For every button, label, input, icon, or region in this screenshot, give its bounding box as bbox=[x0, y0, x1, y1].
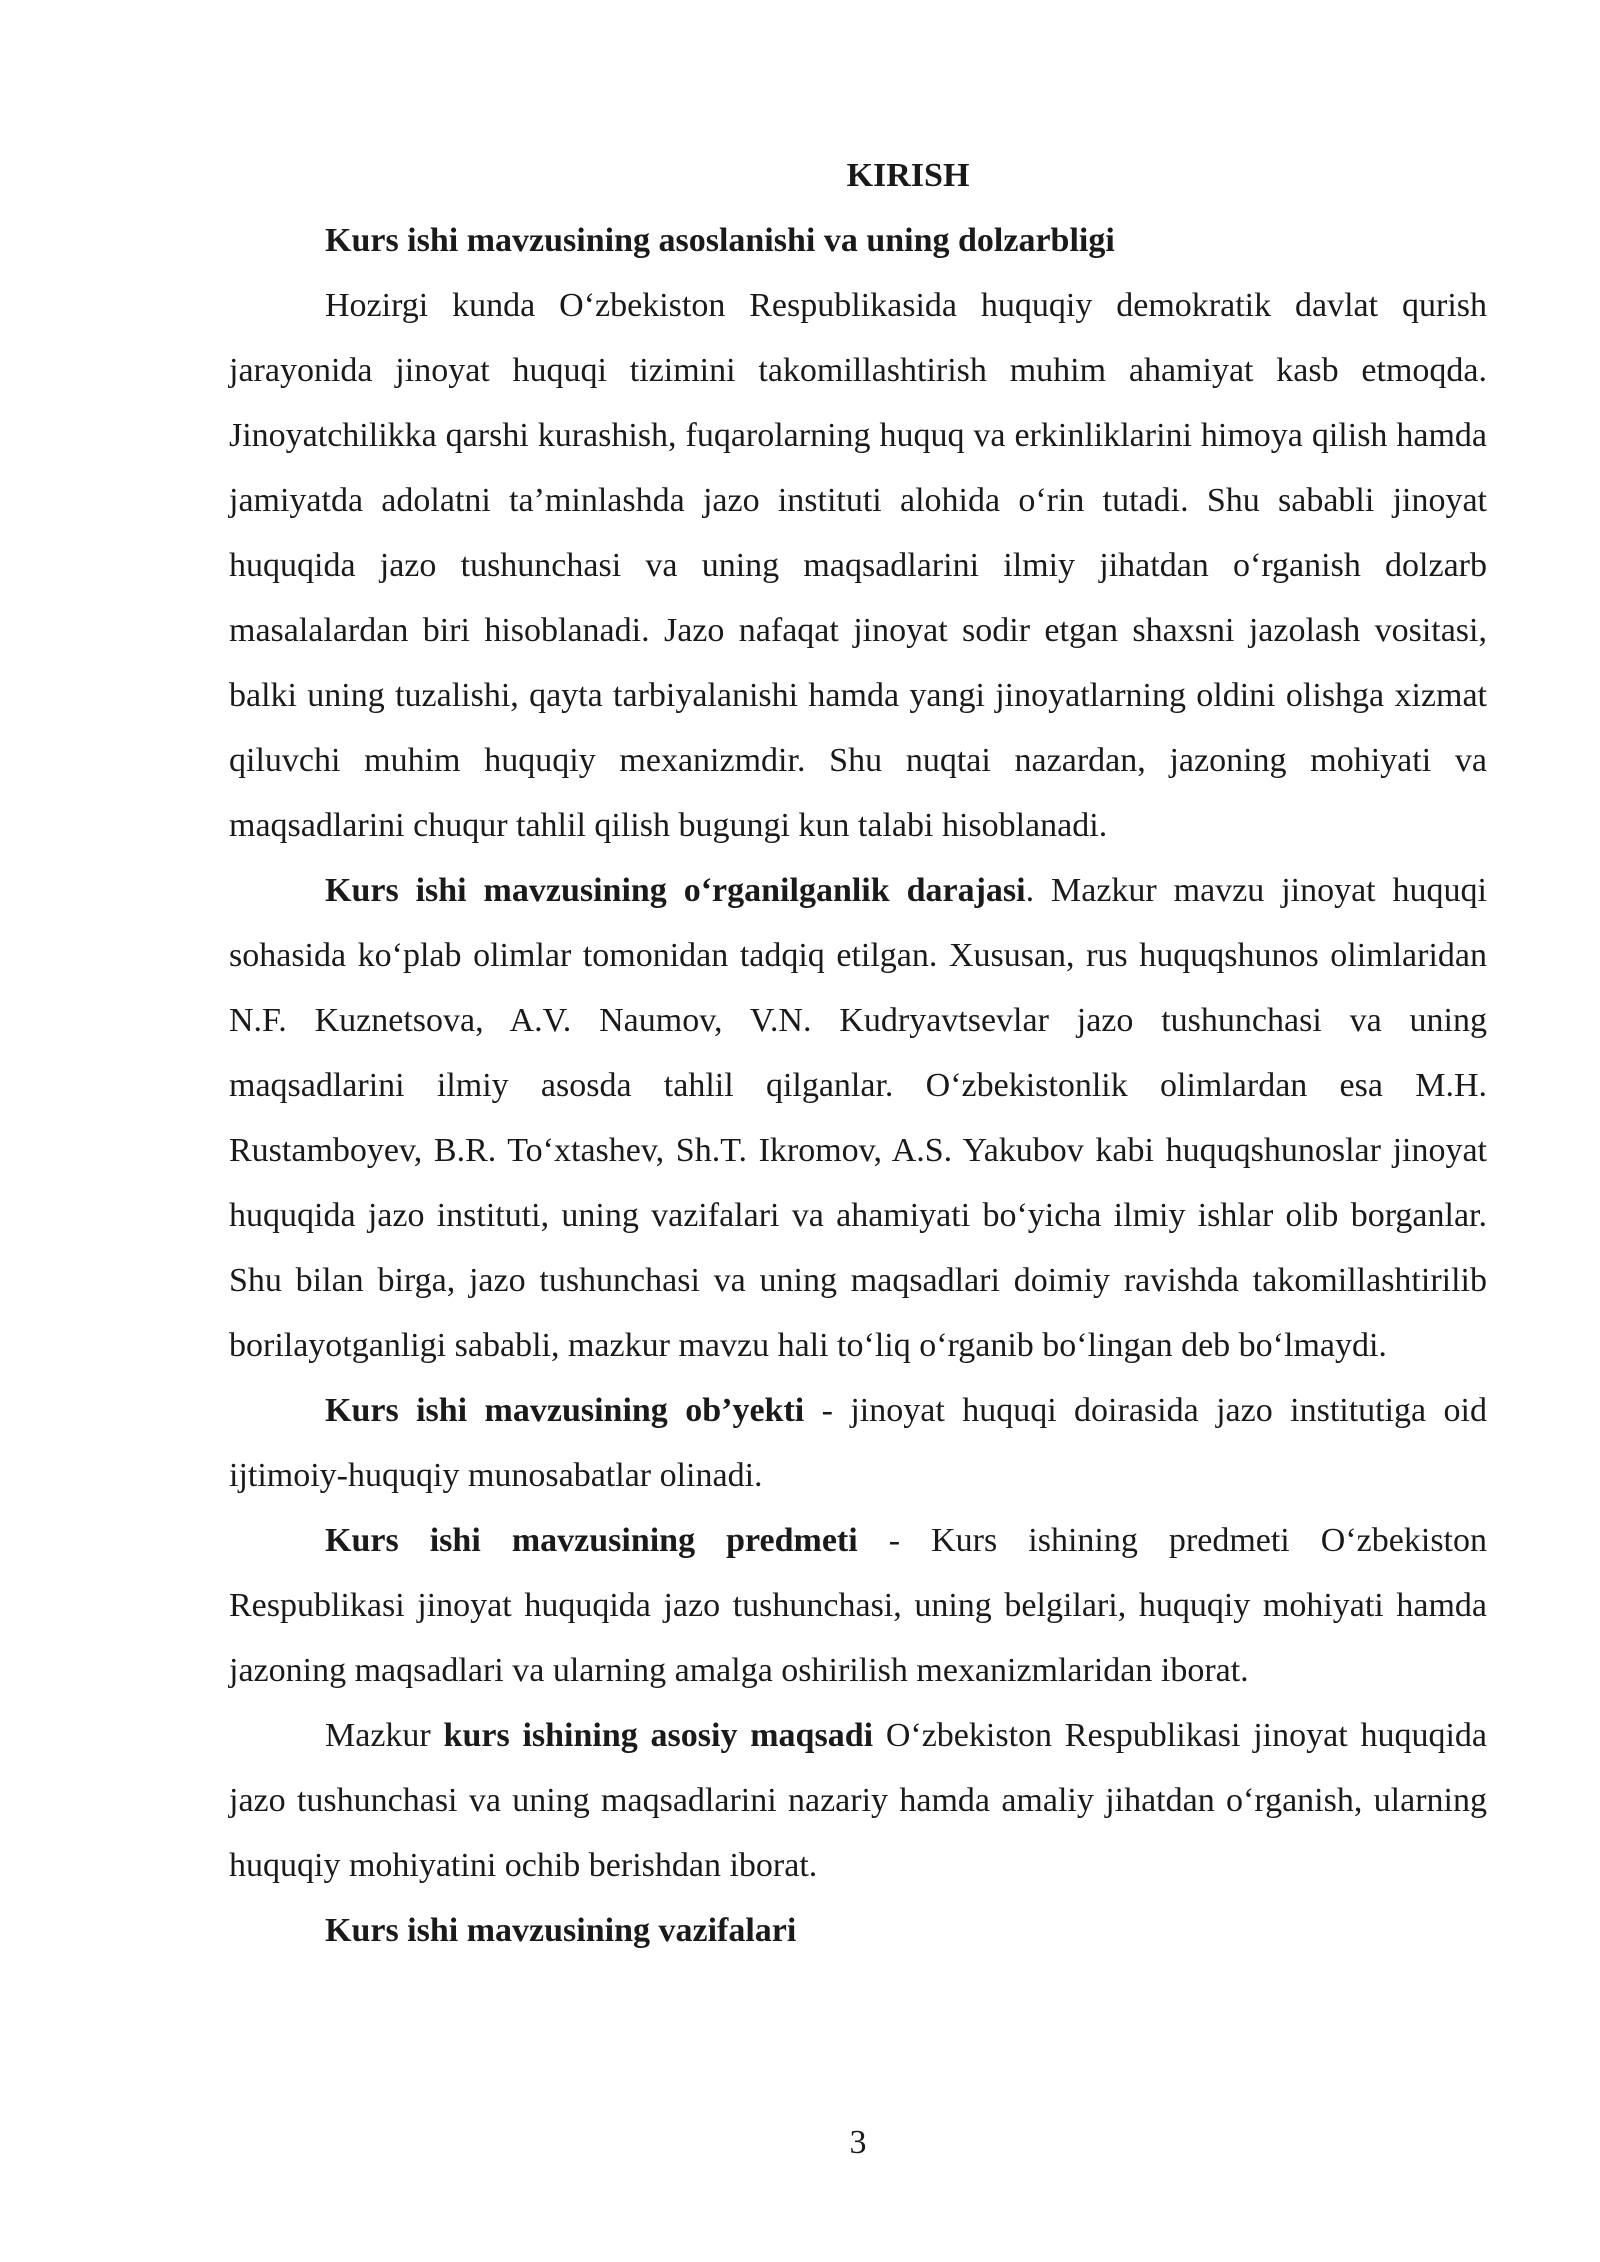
paragraph-research-degree-label: Kurs ishi mavzusining o‘rganilganlik darajasi bbox=[325, 872, 1026, 909]
paragraph-object-label: Kurs ishi mavzusining ob’yekti bbox=[325, 1392, 805, 1429]
paragraph-main-goal bbox=[229, 1703, 1487, 1898]
paragraph-object-text: - jinoyat huquqi doirasida jazo institutiga oid ijtimoiy-huquqiy munosabatlar olinadi. bbox=[229, 1392, 1487, 1494]
paragraph-object bbox=[229, 1378, 1487, 1508]
paragraph-main-goal-text: O‘zbekiston Respublikasi jinoyat huquqida jazo tushunchasi va uning maqsadlarini nazariy hamda amaliy jihatdan o‘rganish, ularning huquqiy mohiyatini ochib berishdan iborat. bbox=[229, 1717, 1487, 1884]
paragraph-subject-label: Kurs ishi mavzusining predmeti bbox=[325, 1522, 858, 1559]
paragraph-research-degree bbox=[229, 858, 1487, 1378]
page-title: KIRISH bbox=[846, 157, 970, 194]
paragraph-main-goal-label: kurs ishining asosiy maqsadi bbox=[443, 1717, 874, 1754]
paragraph-subject-text: - Kurs ishining predmeti O‘zbekiston Respublikasi jinoyat huquqida jazo tushunchasi, uning belgilari, huquqiy mohiyati hamda jazoning maqsadlari va ularning amalga oshirilish mexanizmlaridan iborat. bbox=[229, 1522, 1487, 1689]
paragraph-subject bbox=[229, 1508, 1487, 1703]
paragraph-main-goal-prefix: Mazkur bbox=[325, 1717, 444, 1754]
document-body bbox=[229, 208, 1487, 1963]
section-heading-relevance: Kurs ishi mavzusining asoslanishi va uning dolzarbligi bbox=[325, 222, 1115, 259]
paragraph-relevance: Hozirgi kunda O‘zbekiston Respublikasida huquqiy demokratik davlat qurish jarayonida jinoyat huquqi tizimini takomillashtirish muhim ahamiyat kasb etmoqda. Jinoyatchilikka qarshi kurashish, fuqarolarning huquq va erkinliklarini himoya qilish hamda jamiyatda adolatni ta’minlashda jazo instituti alohida o‘rin tutadi. Shu sababli jinoyat huquqida jazo tushunchasi va uning maqsadlarini ilmiy jihatdan o‘rganish dolzarb masalalardan biri hisoblanadi. Jazo nafaqat jinoyat sodir etgan shaxsni jazolash vositasi, balki uning tuzalishi, qayta tarbiyalanishi hamda yangi jinoyatlarning oldini olishga xizmat qiluvchi muhim huquqiy mexanizmdir. Shu nuqtai nazardan, jazoning mohiyati va maqsadlarini chuqur tahlil qilish bugungi kun talabi hisoblanadi. bbox=[229, 287, 1487, 844]
section-heading-tasks: Kurs ishi mavzusining vazifalari bbox=[325, 1912, 797, 1949]
page-number: 3 bbox=[849, 2124, 867, 2161]
paragraph-research-degree-text: . Mazkur mavzu jinoyat huquqi sohasida ko‘plab olimlar tomonidan tadqiq etilgan. Xususan, rus huquqshunos olimlaridan N.F. Kuznetsova, A.V. Naumov, V.N. Kudryavtsevlar jazo tushunchasi va uning maqsadlarini ilmiy asosda tahlil qilganlar. O‘zbekistonlik olimlardan esa M.H. Rustamboyev, B.R. To‘xtashev, Sh.T. Ikromov, A.S. Yakubov kabi huquqshunoslar jinoyat huquqida jazo instituti, uning vazifalari va ahamiyati bo‘yicha ilmiy ishlar olib borganlar. Shu bilan birga, jazo tushunchasi va uning maqsadlari doimiy ravishda takomillashtirilib borilayotganligi sababli, mazkur mavzu hali to‘liq o‘rganib bo‘lingan deb bo‘lmaydi. bbox=[229, 872, 1487, 1364]
